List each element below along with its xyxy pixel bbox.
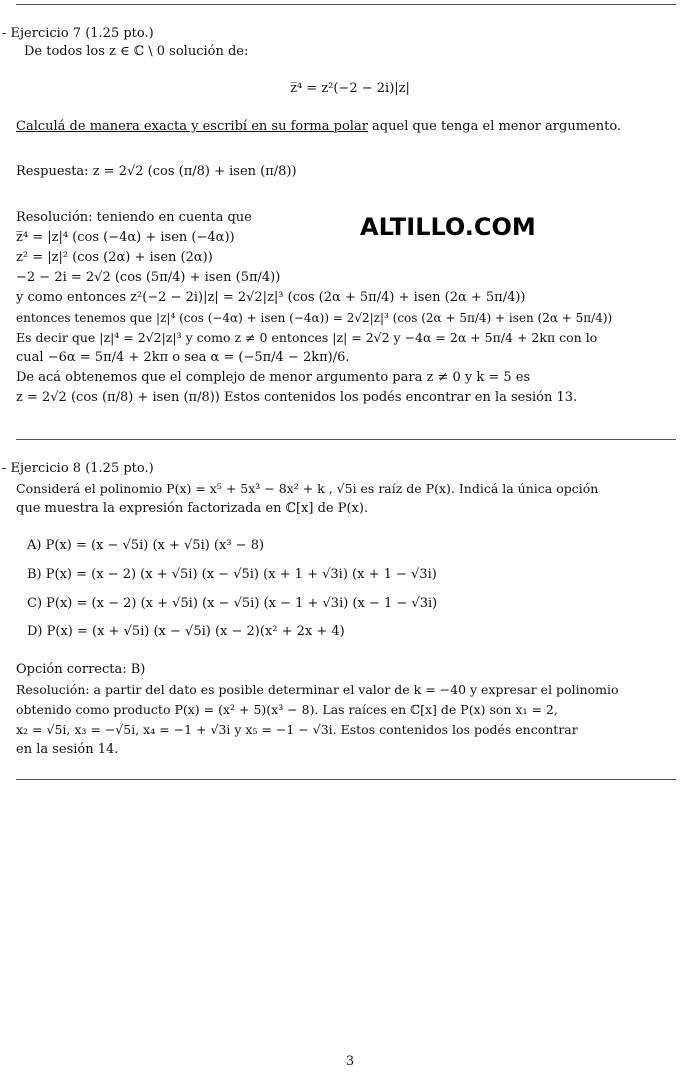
ex8-resolution-line: obtenido como producto P(x) = (x² + 5)(x³ − 8). Las raíces en ℂ[x] de P(x) son x₁ = 2, [16,702,558,717]
ex8-title: - Ejercicio 8 (1.25 pto.) [2,461,154,476]
ex7-resolution-line: y como entonces z²(−2 − 2i)|z| = 2√2|z|³ (cos (2α + 5π/4) + isen (2α + 5π/4)) [16,290,526,305]
ex7-resolution-line: De acá obtenemos que el complejo de menor argumento para z ≠ 0 y k = 5 es [16,370,531,385]
ex7-intro: De todos los z ∈ ℂ \ 0 solución de: [24,44,249,59]
ex8-option-b: B) P(x) = (x − 2) (x + √5i) (x − √5i) (x + 1 + √3i) (x + 1 − √3i) [27,567,437,582]
ex8-resolution-line: Resolución: a partir del dato es posible determinar el valor de k = −40 y expresar el polinomio [16,682,619,697]
ex8-statement [16,479,680,519]
ex8-option-c: C) P(x) = (x − 2) (x + √5i) (x − √5i) (x − 1 + √3i) (x − 1 − √3i) [27,596,438,611]
ex7-resolution-line: Resolución: teniendo en cuenta que [16,210,252,225]
ex7-task-rest: aquel que tenga el menor argumento. [367,119,622,134]
page-number: 3 [345,1054,355,1069]
ex7-resolution [16,208,680,408]
ex7-resolution-line: entonces tenemos que |z|⁴ (cos (−4α) + isen (−4α)) = 2√2|z|³ (cos (2α + 5π/4) + isen (2α + 5π/4)) [16,311,613,325]
ex8-resolution-line: en la sesión 14. [16,742,119,757]
ex7-task-underlined: Calculá de manera exacta y escribí en su forma polar [16,119,368,134]
ex7-resolution-line: cual −6α = 5π/4 + 2kπ o sea α = (−5π/4 − 2kπ)/6. [16,350,350,365]
ex7-resolution-line: z² = |z|² (cos (2α) + isen (2α)) [16,250,213,265]
altillo-watermark: ALTILLO.COM [360,213,536,241]
ex7-answer: Respuesta: z = 2√2 (cos (π/8) + isen (π/8)) [16,164,297,179]
ex7-resolution-line: z̅⁴ = |z|⁴ (cos (−4α) + isen (−4α)) [16,230,235,245]
ex8-resolution-line: x₂ = √5i, x₃ = −√5i, x₄ = −1 + √3i y x₅ = −1 − √3i. Estos contenidos los podés encontrar [16,722,578,737]
top-rule [16,4,676,5]
ex7-resolution-line: −2 − 2i = 2√2 (cos (5π/4) + isen (5π/4)) [16,270,281,285]
ex8-statement-line: Considerá el polinomio P(x) = x⁵ + 5x³ − 8x² + k , √5i es raíz de P(x). Indicá la única opción [16,481,599,496]
bottom-rule [16,779,676,780]
ex8-option-d: D) P(x) = (x + √5i) (x − √5i) (x − 2)(x² + 2x + 4) [27,624,345,639]
ex7-resolution-line: Es decir que |z|⁴ = 2√2|z|³ y como z ≠ 0 entonces |z| = 2√2 y −4α = 2α + 5π/4 + 2kπ con lo [16,330,598,345]
ex8-statement-line: que muestra la expresión factorizada en ℂ[x] de P(x). [16,501,369,516]
ex8-resolution [16,680,680,760]
ex7-title: - Ejercicio 7 (1.25 pto.) [2,26,154,41]
ex7-equation: z̅⁴ = z²(−2 − 2i)|z| [290,81,410,96]
ex7-resolution-line: z = 2√2 (cos (π/8) + isen (π/8)) Estos contenidos los podés encontrar en la sesión 13. [16,390,578,405]
ex8-option-a: A) P(x) = (x − √5i) (x + √5i) (x³ − 8) [27,538,265,553]
ex8-correct-option: Opción correcta: B) [16,662,146,677]
ex7-task [16,117,680,137]
section-divider [16,439,676,440]
